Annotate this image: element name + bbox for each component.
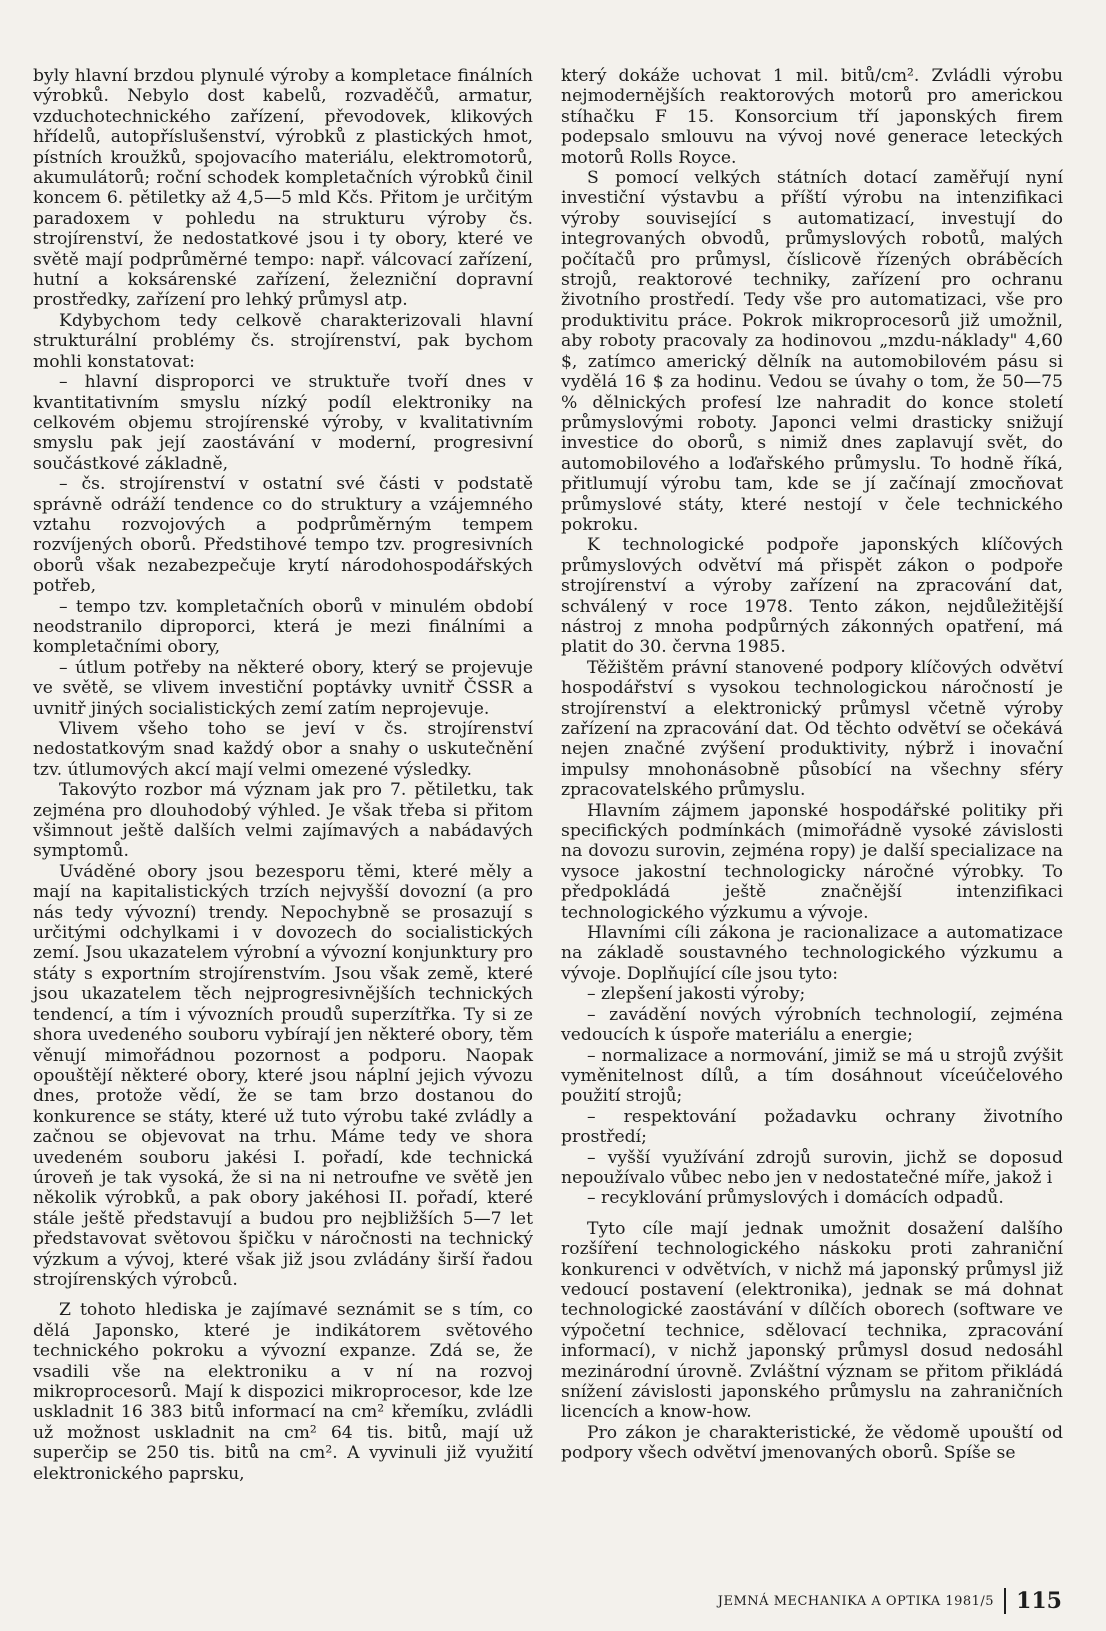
journal-name: JEMNÁ MECHANIKA A OPTIKA 1981/5 bbox=[717, 1593, 995, 1609]
paragraph: – respektování požadavku ochrany životního prostředí; bbox=[561, 1106, 1063, 1148]
paragraph: – hlavní disproporci ve struktuře tvoří dnes v kvantitativním smyslu nízký podíl elektroniky na celkovém objemu strojírenské výroby, v kvalitativním smyslu pak její zaostávání v moderní, progresivní součástkové základně, bbox=[33, 372, 533, 474]
paragraph: Vlivem všeho toho se jeví v čs. strojírenství nedostatkovým snad každý obor a snahy o uskutečnění tzv. útlumových akcí mají velmi omezené výsledky. bbox=[33, 719, 533, 780]
paragraph: S pomocí velkých státních dotací zaměřují nyní investiční výstavbu a příští výrobu na intenzifikaci výroby související s automatizací, investují do integrovaných obvodů, průmyslových robotů, malých počítačů pro průmysl, číslicově řízených obráběcích strojů, reaktorové techniky, zařízení pro ochranu životního prostředí. Tedy vše pro automatizaci, vše pro produktivitu práce. Pokrok mikroprocesorů již umožnil, aby roboty pracovaly za hodinovou „mzdu-náklady" 4,60 $, zatímco americký dělník na automobilovém pásu si vydělá 16 $ za hodinu. Vedou se úvahy o tom, že 50—75 % dělnických profesí lze nahradit do konce století průmyslovými roboty. Japonci velmi drasticky snižují investice do oborů, s nimiž dnes zaplavují svět, do automobilového a loďařského průmyslu. To hodně říká, přitlumují výrobu tam, kde se jí začínají zmocňovat průmyslové státy, které nestojí v čele technického pokroku. bbox=[561, 168, 1063, 535]
paragraph: – zavádění nových výrobních technologií, zejména vedoucích k úspoře materiálu a energie; bbox=[561, 1004, 1063, 1046]
left-text-column bbox=[33, 66, 533, 1484]
paragraph: byly hlavní brzdou plynulé výroby a kompletace finálních výrobků. Nebylo dost kabelů, rozvaděčů, armatur, vzduchotechnického zařízení, převodovek, klikových hřídelů, autopříslušenství, výrobků z plastických hmot, pístních kroužků, spojovacího materiálu, elektromotorů, akumulátorů; roční schodek kompletačních výrobků činil koncem 6. pětiletky až 4,5—5 mld Kčs. Přitom je určitým paradoxem v pohledu na strukturu výroby čs. strojírenství, že nedostatkové jsou i ty obory, které ve světě mají podprůměrné tempo: např. válcovací zařízení, hutní a koksárenské zařízení, železniční dopravní prostředky, zařízení pro lehký průmysl atp. bbox=[33, 66, 533, 311]
paragraph: Těžištěm právní stanovené podpory klíčových odvětví hospodářství s vysokou technologickou náročností je strojírenství a elektronický průmysl včetně výroby zařízení na zpracování dat. Od těchto odvětví se očekává nejen značné zvýšení produktivity, nýbrž i inovační impulsy mnohonásobně působící na všechny sféry zpracovatelského průmyslu. bbox=[561, 657, 1063, 801]
page-footer bbox=[718, 1588, 1062, 1614]
paragraph: – vyšší využívání zdrojů surovin, jichž se doposud nepoužívalo vůbec nebo jen v nedostatečné míře, jakož i bbox=[561, 1147, 1063, 1188]
paragraph: Uváděné obory jsou bezesporu těmi, které měly a mají na kapitalistických trzích nejvyšší dovozní (a pro nás tedy vývozní) trendy. Nepochybně se prosazují s určitými odchylkami i v dovozech do socialistických zemí. Jsou ukazatelem výrobní a vývozní konjunktury pro státy s exportním strojírenstvím. Jsou však země, které jsou ukazatelem těch nejprogresivnějších technických tendencí, a tím i vývozních proudů superzítřka. Ty si ze shora uvedeného souboru vybírají jen některé obory, těm věnují mimořádnou pozornost a podporu. Naopak opouštějí některé obory, které jsou náplní jejich vývozu dnes, protože vědí, že se tam brzo dostanou do konkurence se státy, které už tuto výrobu také zvládly a začnou se objevovat na trhu. Máme tedy ve shora uvedeném souboru jakési I. pořadí, kde technická úroveň je tak vysoká, že si na ni netroufne ve světě jen několik výrobků, a pak obory jakéhosi II. pořadí, které stále ještě představují a budou pro nejbližších 5—7 let představovat světovou špičku v náročnosti na technický výzkum a vývoj, které však již jsou zvládány širší řadou strojírenských výrobců. bbox=[33, 861, 533, 1290]
footer-divider bbox=[1004, 1588, 1006, 1614]
paragraph: Pro zákon je charakteristické, že vědomě upouští od podpory všech odvětví jmenovaných oborů. Spíše se bbox=[561, 1422, 1063, 1464]
paragraph: Kdybychom tedy celkově charakterizovali hlavní strukturální problémy čs. strojírenství, pak bychom mohli konstatovat: bbox=[33, 310, 533, 372]
paragraph: – recyklování průmyslových i domácích odpadů. bbox=[587, 1188, 1004, 1209]
right-text-column bbox=[561, 66, 1063, 1464]
paragraph: který dokáže uchovat 1 mil. bitů/cm². Zvládli výrobu nejmodernějších reaktorových motorů pro americkou stíhačku F 15. Konsorcium tří japonských firem podepsalo smlouvu na vývoj nové generace leteckých motorů Rolls Royce. bbox=[561, 66, 1063, 168]
paragraph: Tyto cíle mají jednak umožnit dosažení dalšího rozšíření technologického náskoku proti zahraniční konkurenci v odvětvích, v nichž má japonský průmysl již vedoucí postavení (elektronika), jednak se má dohnat technologické zaostávání v dílčích oborech (software ve výpočetní technice, sdělovací technika, zpracování informací), v nichž japonský průmysl dosud nedosáhl mezinárodní úrovně. Zvláštní význam se přitom přikládá snížení závislosti japonského průmyslu na zahraničních licencích a know-how. bbox=[561, 1218, 1063, 1423]
paragraph: – tempo tzv. kompletačních oborů v minulém období neodstranilo diproporci, která je mezi finálními a kompletačními obory, bbox=[33, 596, 533, 658]
paragraph: K technologické podpoře japonských klíčových průmyslových odvětví má přispět zákon o podpoře strojírenství a výroby zařízení na zpracování dat, schválený v roce 1978. Tento zákon, nejdůležitější nástroj z mnoha podpůrných zákonných opatření, má platit do 30. června 1985. bbox=[561, 535, 1063, 658]
paragraph: Hlavními cíli zákona je racionalizace a automatizace na základě soustavného technologického výzkumu a vývoje. Doplňující cíle jsou tyto: bbox=[561, 923, 1063, 984]
page-number: 115 bbox=[1016, 1588, 1062, 1614]
paragraph: Takovýto rozbor má význam jak pro 7. pětiletku, tak zejména pro dlouhodobý výhled. Je však třeba si přitom všimnout ještě dalších velmi zajímavých a nabádavých symptomů. bbox=[33, 780, 533, 862]
paragraph: Hlavním zájmem japonské hospodářské politiky při specifických podmínkách (mimořádně vysoké závislosti na dovozu surovin, zejména ropy) je další specializace na vysoce jakostní technologicky náročné výrobky. To předpokládá ještě značnější intenzifikaci technologického výzkumu a vývoje. bbox=[561, 800, 1063, 923]
paragraph: – útlum potřeby na některé obory, který se projevuje ve světě, se vlivem investiční poptávky uvnitř ČSSR a uvnitř jiných socialistických zemí zatím neprojevuje. bbox=[33, 657, 533, 719]
paragraph: – čs. strojírenství v ostatní své části v podstatě správně odráží tendence co do struktury a vzájemného vztahu rozvojových a podprůměrným tempem rozvíjených oborů. Předstihové tempo tzv. progresivních oborů však nezabezpečuje krytí národohospodářských potřeb, bbox=[33, 474, 533, 597]
paragraph: – normalizace a normování, jimiž se má u strojů zvýšit vyměnitelnost dílů, a tím dosáhnout víceúčelového použití strojů; bbox=[561, 1045, 1063, 1107]
paragraph: – zlepšení jakosti výroby; bbox=[587, 984, 806, 1005]
paragraph: Z tohoto hlediska je zajímavé seznámit se s tím, co dělá Japonsko, které je indikátorem světového technického pokroku a vývozní expanze. Zdá se, že vsadili vše na elektroniku a v ní na rozvoj mikroprocesorů. Mají k dispozici mikroprocesor, kde lze uskladnit 16 383 bitů informací na cm² křemíku, zvládli už možnost uskladnit na cm² 64 tis. bitů, mají už superčip se 250 tis. bitů na cm². A vyvinuli již využití elektronického paprsku, bbox=[33, 1300, 533, 1484]
